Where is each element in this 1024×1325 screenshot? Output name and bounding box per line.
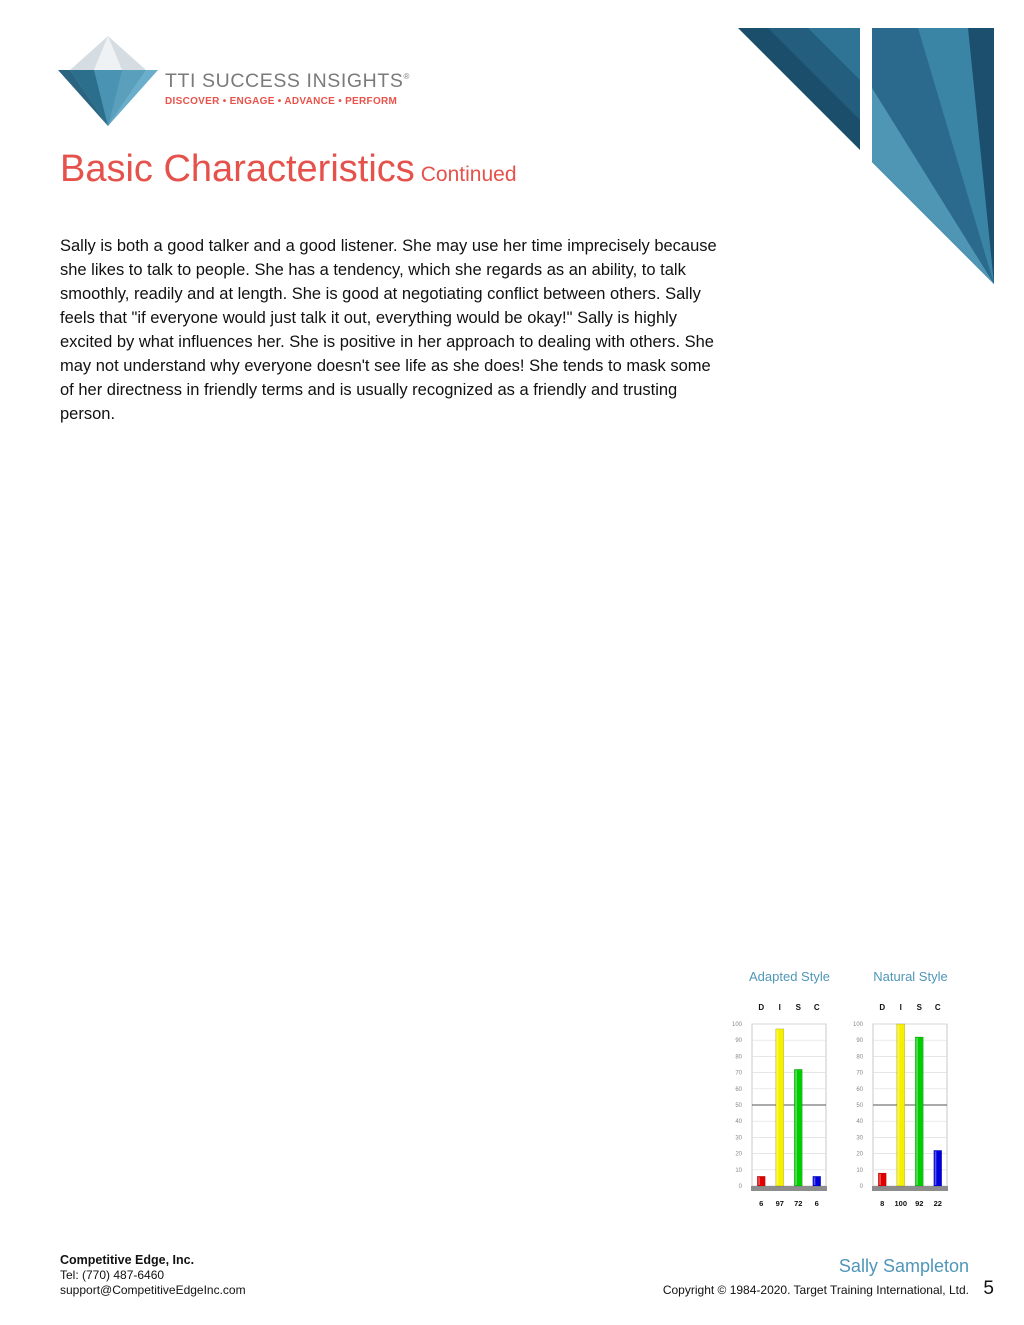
y-tick-label: 0: [738, 1184, 742, 1190]
footer-phone: Tel: (770) 487-6460: [60, 1268, 165, 1282]
y-tick-label: 90: [856, 1038, 863, 1045]
bar-highlight-c: [935, 1151, 937, 1185]
footer-person-name: Sally Sampleton: [838, 1256, 969, 1276]
category-label-c: C: [813, 1003, 820, 1012]
natural-style-label: Natural Style: [873, 969, 948, 984]
bar-highlight-d: [758, 1177, 760, 1185]
y-tick-label: 70: [856, 1070, 863, 1077]
value-label-d: 6: [759, 1199, 764, 1208]
category-label-d: D: [758, 1003, 765, 1012]
diamond-logo-icon: [58, 34, 158, 128]
value-label-s: 92: [915, 1199, 924, 1208]
y-tick-label: 40: [856, 1119, 863, 1126]
adapted-style-label: Adapted Style: [749, 969, 830, 984]
footer-contact: [60, 1253, 246, 1298]
value-label-c: 6: [814, 1199, 819, 1208]
y-tick-label: 70: [735, 1070, 742, 1077]
bar-highlight-d: [879, 1174, 881, 1185]
y-tick-label: 30: [735, 1135, 742, 1142]
category-label-d: D: [879, 1003, 886, 1012]
category-label-i: I: [899, 1003, 902, 1012]
y-tick-label: 80: [735, 1054, 742, 1061]
category-label-i: I: [778, 1003, 781, 1012]
bar-highlight-s: [916, 1038, 918, 1185]
category-label-c: C: [934, 1003, 941, 1012]
y-tick-label: 20: [735, 1151, 742, 1158]
title-sub: Continued: [420, 163, 517, 186]
y-tick-label: 30: [856, 1135, 863, 1142]
footer-copyright: Copyright © 1984-2020. Target Training International, Ltd.: [662, 1283, 969, 1297]
y-tick-label: 10: [735, 1167, 742, 1174]
value-label-i: 97: [775, 1199, 784, 1208]
footer-company: Competitive Edge, Inc.: [60, 1253, 195, 1267]
value-label-i: 100: [894, 1199, 908, 1208]
category-label-s: S: [795, 1003, 801, 1012]
y-tick-label: 60: [856, 1086, 863, 1093]
bar-highlight-i: [777, 1030, 779, 1185]
y-tick-label: 80: [856, 1054, 863, 1061]
value-label-c: 22: [933, 1199, 942, 1208]
bar-highlight-i: [898, 1025, 900, 1185]
footer-email: support@CompetitiveEdgeInc.com: [60, 1283, 246, 1297]
page-title: [60, 148, 517, 191]
page-number: 5: [983, 1278, 994, 1299]
base-strip: [872, 1186, 948, 1191]
y-tick-label: 50: [735, 1103, 742, 1109]
y-tick-label: 60: [735, 1086, 742, 1093]
y-tick-label: 20: [856, 1151, 863, 1158]
y-tick-label: 50: [856, 1103, 863, 1109]
adapted-style-plot: [732, 998, 847, 1218]
bar-highlight-c: [814, 1177, 816, 1185]
y-tick-label: 100: [852, 1022, 863, 1028]
brand-tagline: DISCOVER • ENGAGE • ADVANCE • PERFORM: [165, 96, 398, 107]
body-paragraph: Sally is both a good talker and a good listener. She may use her time imprecisely because she likes to talk to people. She has a tendency, which she regards as an ability, to talk smoothly, readily and at length. She is good at negotiating conflict between others. Sally feels that "if everyone would just talk it out, everything would be okay!" Sally is highly excited by what influences her. She is positive in her approach to dealing with others. She may not understand why everyone doesn't see life as she does! She tends to mask some of her directness in friendly terms and is usually recognized as a friendly and trusting person.: [60, 237, 717, 423]
y-tick-label: 40: [735, 1119, 742, 1126]
base-strip: [751, 1186, 827, 1191]
y-tick-label: 10: [856, 1167, 863, 1174]
value-label-d: 8: [880, 1199, 885, 1208]
adapted-style-chart: [732, 960, 847, 1220]
title-main: Basic Characteristics: [60, 148, 415, 190]
natural-style-plot: [853, 998, 968, 1218]
brand: [165, 70, 410, 107]
natural-style-chart: [853, 960, 968, 1220]
brand-name: TTI SUCCESS INSIGHTS®: [165, 70, 410, 92]
y-tick-label: 0: [859, 1184, 863, 1190]
y-tick-label: 90: [735, 1038, 742, 1045]
y-tick-label: 100: [731, 1022, 742, 1028]
category-label-s: S: [916, 1003, 922, 1012]
decorative-triangles: [738, 28, 998, 288]
value-label-s: 72: [794, 1199, 803, 1208]
bar-highlight-s: [795, 1070, 797, 1185]
